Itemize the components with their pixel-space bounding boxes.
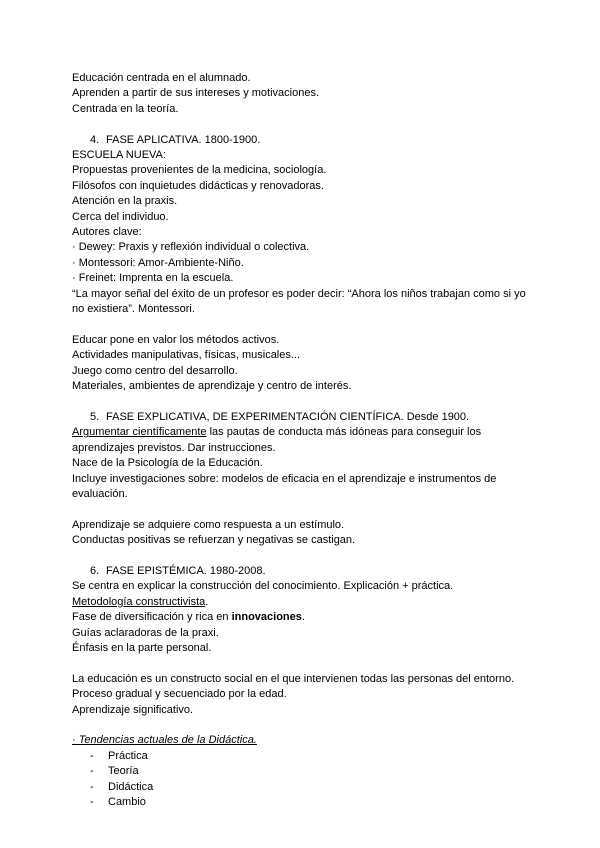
text-line: La educación es un constructo social en el que intervienen todas las personas del entorno. bbox=[72, 672, 515, 685]
text-line: Conductas positivas se refuerzan y negativas se castigan. bbox=[72, 534, 356, 547]
text-line: Nace de la Psicología de la Educación. bbox=[72, 457, 263, 470]
text-line: Proceso gradual y secuenciado por la edad. bbox=[72, 688, 287, 701]
underlined-term: Argumentar científicamente bbox=[72, 426, 207, 439]
list-item-label: Didáctica bbox=[108, 780, 154, 793]
paragraph-gap bbox=[72, 395, 532, 410]
paragraph-text: las pautas de conducta más idóneas para conseguir los aprendizajes previstos. Dar instrucciones. bbox=[72, 426, 482, 454]
text-line: Aprenden a partir de sus intereses y motivaciones. bbox=[72, 87, 320, 100]
text-line bbox=[72, 595, 532, 610]
punctuation: . bbox=[205, 595, 209, 608]
list-item bbox=[72, 780, 532, 795]
text-line: Aprendizaje significativo. bbox=[72, 703, 194, 716]
section-title: FASE EPISTÉMICA. 1980-2008. bbox=[106, 564, 266, 577]
list-item-label: Práctica bbox=[108, 749, 148, 762]
text-line: Guías aclaradoras de la praxi. bbox=[72, 626, 219, 639]
section-title: FASE APLICATIVA. 1800-1900. bbox=[106, 133, 261, 146]
section-number: 4. bbox=[90, 133, 100, 146]
list-item bbox=[72, 764, 532, 779]
list-item bbox=[72, 749, 532, 764]
paragraph-gap bbox=[72, 718, 532, 733]
text-line: Juego como centro del desarrollo. bbox=[72, 364, 238, 377]
paragraph: Incluye investigaciones sobre: modelos de eficacia en el aprendizaje e instrumentos de evaluación. bbox=[72, 472, 497, 500]
text-line: Énfasis en la parte personal. bbox=[72, 641, 212, 654]
dash-bullet: - bbox=[90, 749, 94, 762]
section-number: 6. bbox=[90, 564, 100, 577]
text-line: Educar pone en valor los métodos activos. bbox=[72, 333, 280, 346]
paragraph-gap bbox=[72, 117, 532, 132]
section-5-heading bbox=[72, 410, 532, 425]
dash-bullet: - bbox=[90, 795, 94, 808]
text-line: Actividades manipulativas, físicas, musicales... bbox=[72, 349, 301, 362]
text-line: Atención en la praxis. bbox=[72, 195, 178, 208]
text-line: Aprendizaje se adquiere como respuesta a un estímulo. bbox=[72, 518, 345, 531]
author-line: · Montessori: Amor-Ambiente-Niño. bbox=[72, 256, 244, 269]
section-6-heading bbox=[72, 564, 532, 579]
montessori-quote: “La mayor señal del éxito de un profesor es poder decir: “Ahora los niños trabajan como si yo no existiera”. Montessori. bbox=[72, 287, 526, 316]
list-item-label: Teoría bbox=[108, 765, 139, 778]
section-title: FASE EXPLICATIVA, DE EXPERIMENTACIÓN CIENTÍFICA. Desde 1900. bbox=[106, 410, 470, 423]
section-number: 5. bbox=[90, 410, 100, 423]
text-line: ESCUELA NUEVA: bbox=[72, 149, 166, 162]
paragraph-gap bbox=[72, 502, 532, 517]
document-page bbox=[72, 71, 532, 810]
text-line: Centrada en la teoría. bbox=[72, 102, 179, 115]
list-item-label: Cambio bbox=[108, 795, 146, 808]
text-line: Propuestas provenientes de la medicina, sociología. bbox=[72, 164, 327, 177]
section-4-heading bbox=[72, 133, 532, 148]
paragraph-gap bbox=[72, 317, 532, 332]
text-line: Materiales, ambientes de aprendizaje y centro de interés. bbox=[72, 380, 352, 393]
paragraph bbox=[72, 425, 532, 456]
dash-bullet: - bbox=[90, 765, 94, 778]
paragraph-gap bbox=[72, 656, 532, 671]
text-line bbox=[72, 610, 532, 625]
underlined-term: Metodología constructivista bbox=[72, 595, 206, 608]
dash-bullet: - bbox=[90, 780, 94, 793]
author-line: · Dewey: Praxis y reflexión individual o colectiva. bbox=[72, 241, 310, 254]
text-line: Filósofos con inquietudes didácticas y renovadoras. bbox=[72, 179, 324, 192]
tendencias-heading: · Tendencias actuales de la Didáctica. bbox=[72, 734, 257, 747]
paragraph-gap bbox=[72, 549, 532, 564]
bold-term: innovaciones bbox=[231, 611, 302, 624]
author-line: · Freinet: Imprenta en la escuela. bbox=[72, 272, 234, 285]
text-line: Autores clave: bbox=[72, 226, 142, 239]
text-line: Cerca del individuo. bbox=[72, 210, 169, 223]
text-line: Educación centrada en el alumnado. bbox=[72, 72, 251, 84]
punctuation: . bbox=[301, 611, 305, 624]
list-item bbox=[72, 795, 532, 810]
text-line: Se centra en explicar la construcción del conocimiento. Explicación + práctica. bbox=[72, 580, 454, 593]
text-span: Fase de diversificación y rica en bbox=[72, 611, 232, 624]
